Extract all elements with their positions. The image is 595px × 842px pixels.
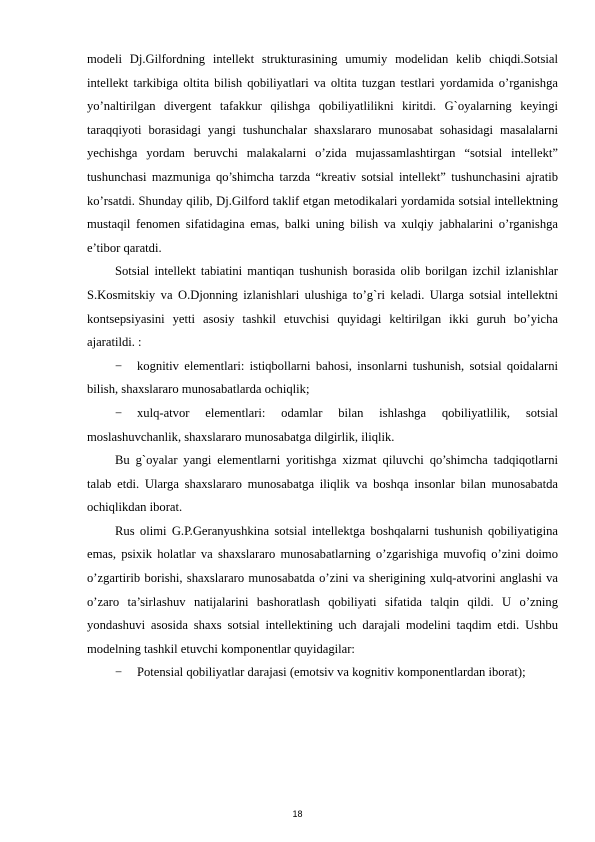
bullet-item-potential	[87, 661, 558, 685]
bullet-item-text: Potensial qobiliyatlar darajasi (emotsiv va kognitiv komponentlardan iborat);	[137, 665, 526, 680]
paragraph-new-elements: Bu g`oyalar yangi elementlarni yoritishga xizmat qiluvchi qo’shimcha tadqiqotlarni talab etdi. Ularga shaxslararo munosabatga iliqlik va boshqa insonlar bilan munosabatda ochiqlikdan iborat.	[87, 453, 558, 515]
paragraph-geranyushkina: Rus olimi G.P.Geranyushkina sotsial intellektga boshqalarni tushunish qobiliyatigina emas, psixik holatlar va shaxslararo munosabatlarning o’zgarishiga muvofiq o’zini doimo o’zgartirib borishi, shaxslararo munosabatda o’zini va sherigining xulq-atvorini anglashi va o’zaro ta’sirlashuv natijalarini bashoratlash qobiliyati sifatida talqin qildi. U o’zning yondashuvi asosida shaxs sotsial intellektining uch darajali modelini taqdim etdi. Ushbu modelning tashkil etuvchi komponentlar quyidagilar:	[87, 523, 558, 656]
paragraph-gilford-model: modeli Dj.Gilfordning intellekt strukturasining umumiy modelidan kelib chiqdi.Sotsial intellekt tarkibiga oltita bilish qobiliyatlari va oltita tuzgan testlari yordamida o’rganishga yo’naltirilgan divergent tafakkur qilishga qobiliyatlilikni kiritdi. G`oyalarning keyingi taraqqiyoti borasidagi yangi tushunchalar shaxslararo munosabat sohasidagi masalalarni yechishga yordam beruvchi malakalarni o’zida mujassamlashtirgan “sotsial intellekt” tushunchasi mazmuniga qo’shimcha tarzda “kreativ sotsial intellekt” tushunchasini ajratib ko’rsatdi. Shunday qilib, Dj.Gilford taklif etgan metodikalari yordamida sotsial intellektning mustaqil fenomen sifatidagina emas, balki uning bilish va xulqiy jabhalarini o’rganishga e’tibor qaratdi.	[87, 52, 558, 255]
page-number: 18	[292, 809, 303, 819]
paragraph-kosmitskiy-djon: Sotsial intellekt tabiatini mantiqan tushunish borasida olib borilgan izchil izlanishlar S.Kosmitskiy va O.Djonning izlanishlari ulushiga to’g`ri keladi. Ularga sotsial intellektni kontsepsiyasini yetti asosiy tashkil etuvchisi quyidagi keltirilgan ikki guruh bo’yicha ajaratildi. :	[87, 264, 558, 350]
dash-bullet-icon: −	[115, 405, 123, 420]
bullet-item-text: xulq-atvor elementlari: odamlar bilan ishlashga qobiliyatlilik, sotsial moslashuvchanlik, shaxslararo munosabatga dilgirlik, iliqlik.	[87, 405, 558, 444]
dash-bullet-icon: −	[115, 665, 123, 680]
bullet-item-cognitive	[87, 355, 558, 402]
body-text	[87, 48, 558, 685]
dash-bullet-icon: −	[115, 358, 123, 373]
bullet-item-text: kognitiv elementlari: istiqbollarni bahosi, insonlarni tushunish, sotsial qoidalarni bilish, shaxslararo munosabatlarda ochiqlik;	[87, 358, 558, 397]
bullet-item-behavioral	[87, 402, 558, 449]
